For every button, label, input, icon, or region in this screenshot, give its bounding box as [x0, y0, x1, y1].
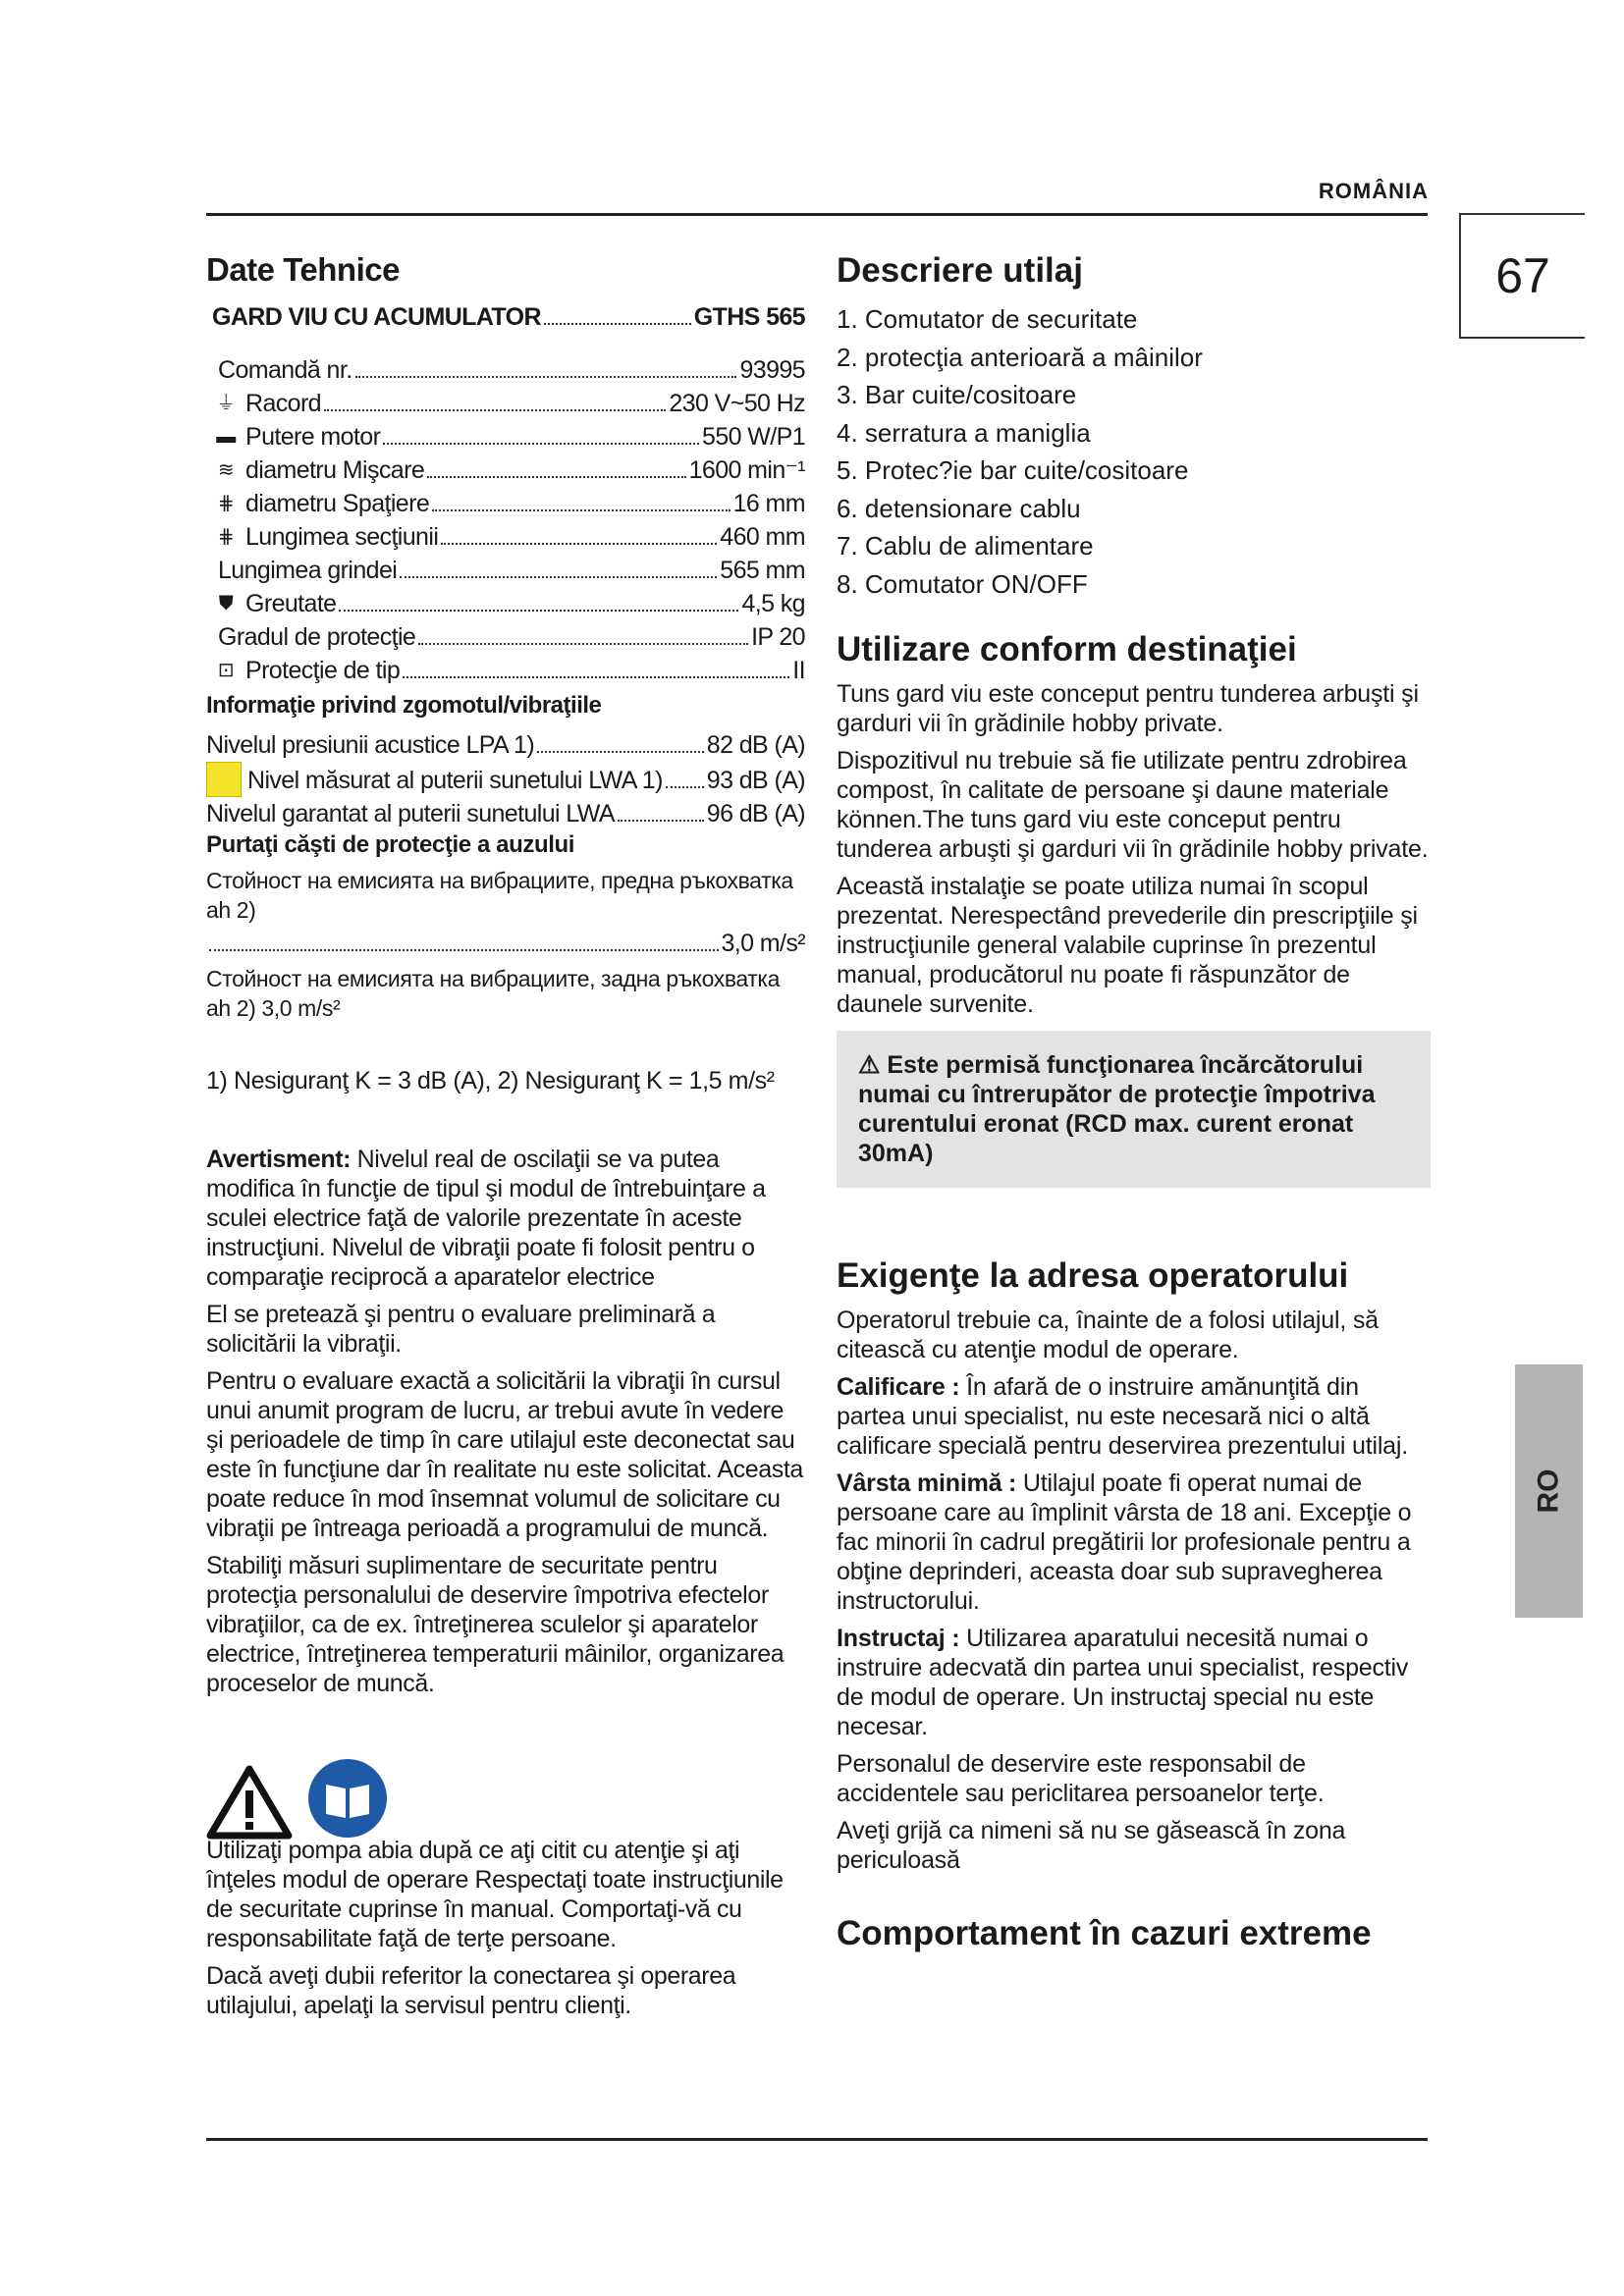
spacing-icon: ⋕ [217, 493, 235, 514]
page-number: 67 [1459, 213, 1585, 339]
footnote: 1) Nesiguranţ K = 3 dB (A), 2) Nesiguranţ K = 1,5 m/s² [206, 1067, 775, 1095]
spec-label: Gradul de protecţie [218, 623, 416, 651]
list-item: 1. Comutator de securitate [837, 304, 1138, 334]
description-list [837, 300, 1431, 603]
spec-row [206, 587, 805, 620]
spec-list [206, 353, 805, 687]
length-icon: ⋕ [217, 526, 235, 548]
rcd-notice: ⚠ Este permisă funcţionarea încărcătorului numai cu întrerupător de protecţie împotriva curentului eronat (RCD max. curent eronat 30mA) [837, 1031, 1431, 1188]
vib-front-row [206, 927, 805, 960]
paragraph: Stabiliţi măsuri suplimentare de securitate pentru protecţia personalului de deservire împotriva efectelor vibraţiilor, ca de ex. întreţinerea sculelor şi aparatelor electrice, întreţinerea temperaturii mâinilor, organizarea proceselor de muncă. [206, 1552, 785, 1697]
intended-use-title: Utilizare conform destinaţiei [837, 630, 1297, 668]
list-item: 8. Comutator ON/OFF [837, 568, 1088, 599]
noise-row: Nivelul garantat al puterii sunetului LWA 96 dB (A) [206, 800, 805, 828]
paragraph: Personalul de deservire este responsabil de accidentele sau periclitarea persoanelor terţe. [837, 1750, 1325, 1807]
list-item: 2. protecţia anterioară a mâinilor [837, 342, 1203, 372]
operator-title: Exigenţe la adresa operatorului [837, 1256, 1349, 1295]
paragraph: Tuns gard viu este conceput pentru tunderea arbuşti şi garduri vii în grădinile hobby private. [837, 680, 1419, 737]
model-label: GARD VIU CU ACUMULATOR [212, 303, 541, 331]
spec-value: 565 mm [720, 557, 805, 584]
plug-icon: ⏚ [216, 393, 236, 414]
highlight-marker-icon [206, 762, 242, 797]
paragraph: Calificare : În afară de o instruire amănunţită din partea unui specialist, nu este necesară nici o altă calificare specială pentru deservirea prezentului utilaj. [837, 1373, 1408, 1460]
language-tab-label: RO [1532, 1468, 1565, 1514]
extreme-cases-title: Comportament în cazuri extreme [837, 1914, 1372, 1952]
noise-heading: Informaţie privind zgomotul/vibraţiile [206, 692, 602, 719]
left-column [206, 251, 805, 2028]
spec-value: 4,5 kg [741, 590, 805, 617]
ear-protection-warning: Purtaţi căşti de protecţie a auzului [206, 831, 575, 858]
spec-label: Racord [245, 390, 321, 417]
list-item: 3. Bar cuite/cositoare [837, 380, 1077, 409]
spec-label: diametru Mişcare [245, 456, 425, 484]
spec-label: Comandă nr. [218, 356, 352, 384]
spec-label: diametru Spaţiere [245, 490, 430, 517]
description-title: Descriere utilaj [837, 251, 1083, 290]
spec-row [206, 353, 805, 387]
list-item: 4. serratura a maniglia [837, 417, 1091, 448]
spec-row [206, 387, 805, 420]
noise-row: Nivel măsurat al puterii sunetului LWA 1) 93 dB (A) [206, 762, 805, 797]
spec-value: 550 W/P1 [702, 423, 805, 451]
paragraph: Vârsta minimă : Utilajul poate fi operat numai de persoane care au împlinit vârsta de 18 ani. Excepţie o fac minorii în cadrul pregătirii lor profesionale pentru a obţine deprinderi, aceasta doar sub supravegherea instructorului. [837, 1469, 1412, 1615]
model-row [212, 300, 805, 334]
spec-label: Lungimea grindei [218, 557, 398, 584]
speed-icon: ≋ [217, 459, 235, 481]
warning-triangle-icon [206, 1765, 293, 1840]
language-tab [1515, 1364, 1583, 1618]
class-icon: ⊡ [217, 660, 235, 681]
spec-row [206, 654, 805, 687]
bottom-rule [206, 2138, 1428, 2141]
paragraph: Operatorul trebuie ca, înainte de a folosi utilajul, să citească cu atenţie modul de operare. [837, 1307, 1379, 1363]
tech-title: Date Tehnice [206, 251, 400, 288]
read-manual-icon [306, 1757, 389, 1840]
warning-paragraph: Avertisment: Nivelul real de oscilaţii se va putea modifica în funcţie de tipul şi modul de întrebuinţare a sculei electrice faţă de valorile prezentate în aceste instrucţiuni. Nivelul de vibraţii poate fi folosit pentru o comparaţie reciprocă a aparatelor electrice [206, 1146, 766, 1291]
spec-label: Lungimea secţiunii [245, 523, 439, 551]
spec-value: 1600 min⁻¹ [688, 456, 805, 484]
weight-icon: ⛊ [218, 593, 234, 614]
top-rule [206, 213, 1428, 216]
motor-icon: ▬ [216, 426, 236, 448]
vib-rear: Стойност на емисията на вибрациите, задна ръкохватка ah 2) 3,0 m/s² [206, 966, 780, 1021]
spec-row [206, 420, 805, 454]
paragraph: Instructaj : Utilizarea aparatului necesită numai o instruire adecvată din partea unui specialist, respectiv de modul de operare. Un instructaj special nu este necesar. [837, 1625, 1409, 1740]
paragraph: Aveţi grijă ca nimeni să nu se găsească în zona periculoasă [837, 1817, 1346, 1874]
spec-label: Greutate [245, 590, 337, 617]
spec-row [206, 554, 805, 587]
spec-row [206, 454, 805, 487]
spec-value: 460 mm [720, 523, 805, 551]
spec-row [206, 487, 805, 520]
manual-text-2: Dacă aveţi dubii referitor la conectarea şi operarea utilajului, apelaţi la servisul pentru clienţi. [206, 1962, 736, 2019]
spec-row [206, 520, 805, 554]
spec-label: Putere motor [245, 423, 381, 451]
country-label: ROMÂNIA [1318, 179, 1429, 203]
manual-notice [206, 1757, 805, 1840]
paragraph: El se pretează şi pentru o evaluare preliminară a solicitării la vibraţii. [206, 1301, 716, 1358]
vib-front-value: 3,0 m/s² [721, 930, 805, 957]
warning-sign-icon: ⚠ [858, 1051, 888, 1079]
list-item: 7. Cablu de alimentare [837, 531, 1094, 561]
paragraph: Dispozitivul nu trebuie să fie utilizate pentru zdrobirea compost, în calitate de persoane şi daune materiale können.The tuns gard viu este conceput pentru tunderea arbuşti şi garduri vii în grădinile hobby private. [837, 747, 1429, 863]
spec-value: IP 20 [751, 623, 805, 651]
spec-value: 230 V~50 Hz [669, 390, 805, 417]
paragraph: Pentru o evaluare exactă a solicitării la vibraţii în cursul unui anumit program de lucru, ar trebui avute în vedere şi perioadele de timp în care utilajul este deconectat sau este în funcţiune dar în realitate nu este solicitat. Aceasta poate reduce în mod însemnat volumul de solicitare cu vibraţii pe întreaga perioadă a programului de muncă. [206, 1367, 803, 1542]
list-item: 5. Protec?ie bar cuite/cositoare [837, 455, 1189, 485]
spec-value: II [792, 657, 805, 684]
noise-row: Nivelul presiunii acustice LPA 1) 82 dB (A) [206, 731, 805, 759]
vib-front-label: Стойност на емисията на вибрациите, предна ръкохватка ah 2) [206, 868, 793, 923]
spec-value: 93995 [739, 356, 805, 384]
model-value: GTHS 565 [693, 303, 805, 331]
spec-value: 16 mm [732, 490, 805, 517]
manual-text: Utilizaţi pompa abia după ce aţi citit cu atenţie şi aţi înţeles modul de operare Respectaţi toate instrucţiunile de securitate cuprinse în manual. Comportaţi-vă cu responsabilitate faţă de terţe persoane. [206, 1837, 784, 1952]
paragraph: Această instalaţie se poate utiliza numai în scopul prezentat. Nerespectând prevederile din prescripţiile şi instrucţiunile general valabile cuprinse în prezentul manual, producătorul nu poate fi răspunzător de daunele survenite. [837, 873, 1418, 1018]
spec-row [206, 620, 805, 654]
spec-label: Protecţie de tip [245, 657, 401, 684]
list-item: 6. detensionare cablu [837, 493, 1081, 523]
right-column [837, 251, 1431, 1963]
